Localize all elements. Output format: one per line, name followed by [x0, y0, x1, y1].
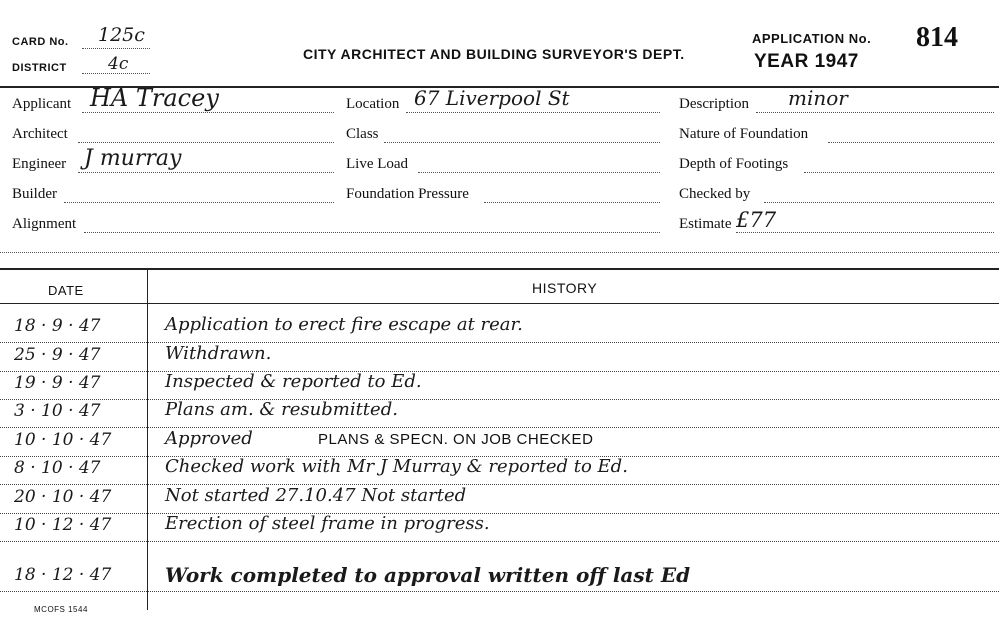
history-row-line: [0, 484, 999, 485]
estimate-value: £77: [736, 208, 777, 232]
location-label: Location: [346, 96, 400, 112]
nature-foundation-label: Nature of Foundation: [679, 126, 809, 142]
description-value: minor: [788, 86, 848, 110]
history-row-line: [0, 342, 999, 343]
builder-line: [64, 202, 334, 203]
class-line: [384, 142, 660, 143]
history-row-text: Inspected & reported to Ed.: [165, 371, 422, 392]
applicant-value: HA Tracey: [90, 84, 219, 112]
history-row-line: [0, 513, 999, 514]
foundation-pressure-label: Foundation Pressure: [346, 186, 469, 202]
live-load-label: Live Load: [346, 156, 409, 172]
history-row-text: Checked work with Mr J Murray & reported to Ed.: [165, 456, 628, 477]
builder-label: Builder: [12, 186, 57, 202]
location-line: [406, 112, 660, 113]
district-line: [82, 73, 150, 74]
depth-footings-line: [804, 172, 994, 173]
foundation-pressure-line: [484, 202, 660, 203]
history-row-text: Approved: [165, 428, 253, 449]
history-row-date: 10 · 12 · 47: [14, 515, 112, 535]
class-label: Class: [346, 126, 379, 142]
history-row-date: 18 · 9 · 47: [14, 316, 101, 336]
description-line: [756, 112, 994, 113]
card-no-label: CARD No.: [12, 36, 69, 48]
estimate-label: Estimate: [679, 216, 732, 232]
history-row-text: Plans am. & resubmitted.: [165, 399, 398, 420]
applicant-line: [82, 112, 334, 113]
history-row-date: 18 · 12 · 47: [14, 565, 112, 585]
history-header-divider: [0, 303, 999, 304]
history-row-line: [0, 427, 999, 428]
history-row-date: 20 · 10 · 47: [14, 487, 112, 507]
history-header: HISTORY: [532, 280, 598, 296]
history-row-text: Withdrawn.: [165, 343, 272, 364]
year-label: YEAR 1947: [754, 51, 859, 72]
department-title: CITY ARCHITECT AND BUILDING SURVEYOR'S DEPT.: [303, 46, 685, 62]
checked-by-label: Checked by: [679, 186, 751, 202]
depth-footings-label: Depth of Footings: [679, 156, 789, 172]
history-row-text: Not started 27.10.47 Not started: [165, 485, 467, 506]
date-header: DATE: [48, 283, 84, 298]
history-row-text: Work completed to approval written off last Ed: [165, 563, 691, 587]
district-value: 4c: [108, 54, 129, 74]
form-code: MCOFS 1544: [34, 605, 88, 614]
architect-line: [78, 142, 334, 143]
history-row-date: 8 · 10 · 47: [14, 458, 101, 478]
district-label: DISTRICT: [12, 62, 67, 74]
fields-bottom-dotted: [0, 252, 999, 253]
history-row-date: 3 · 10 · 47: [14, 401, 101, 421]
history-row-text: Erection of steel frame in progress.: [165, 513, 490, 534]
history-row-line: [0, 371, 999, 372]
live-load-line: [418, 172, 660, 173]
applicant-label: Applicant: [12, 96, 72, 112]
alignment-label: Alignment: [12, 216, 77, 232]
card-no-line: [82, 48, 150, 49]
nature-foundation-line: [828, 142, 994, 143]
engineer-value: J murray: [84, 146, 182, 171]
description-label: Description: [679, 96, 749, 112]
application-number: 814: [916, 22, 958, 53]
history-row-line: [0, 541, 999, 542]
checked-by-line: [764, 202, 994, 203]
history-row-date: 19 · 9 · 47: [14, 373, 101, 393]
history-row-line: [0, 591, 999, 592]
history-row-line: [0, 399, 999, 400]
engineer-label: Engineer: [12, 156, 67, 172]
history-row-text: Application to erect fire escape at rear.: [165, 314, 523, 335]
application-label: APPLICATION No.: [752, 31, 872, 46]
card-no-value: 125c: [98, 24, 145, 46]
estimate-line: [736, 232, 994, 233]
checked-stamp: PLANS & SPECN. ON JOB CHECKED: [318, 431, 594, 448]
history-row-date: 10 · 10 · 47: [14, 430, 112, 450]
architect-label: Architect: [12, 126, 68, 142]
date-column-divider: [147, 270, 148, 610]
history-row-date: 25 · 9 · 47: [14, 345, 101, 365]
alignment-line: [84, 232, 660, 233]
engineer-line: [78, 172, 334, 173]
location-value: 67 Liverpool St: [414, 86, 570, 110]
history-top-border: [0, 268, 999, 270]
